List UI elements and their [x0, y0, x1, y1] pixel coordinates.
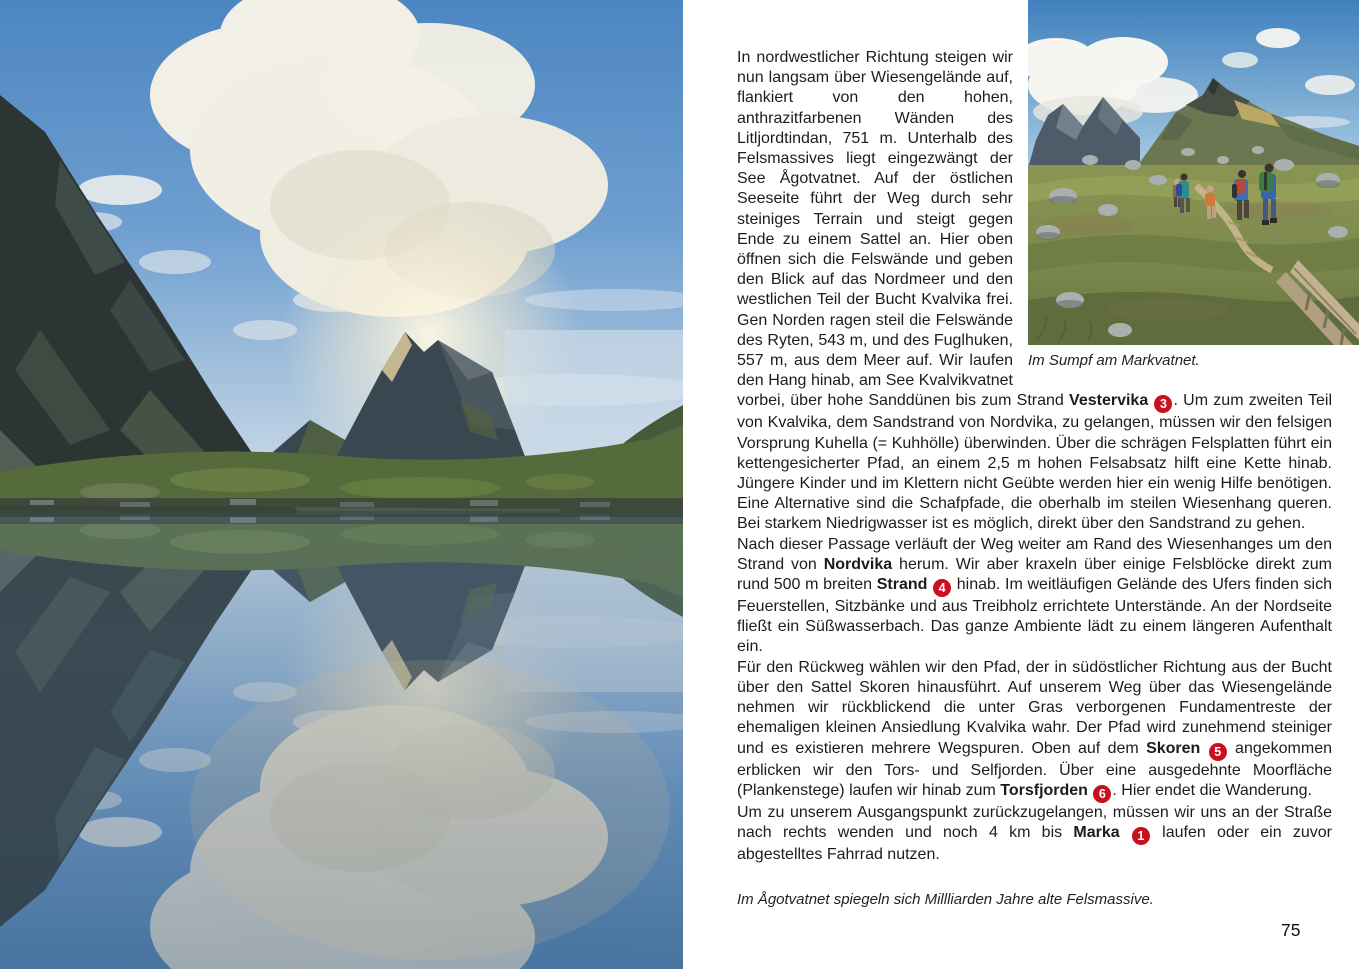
waypoint-badge: 4 [933, 579, 951, 597]
body-text: hinab. Im weitläufigen Gelände des Ufers finden sich Feuerstellen, Sitzbänke und aus Treibholz errichtete Unterstände. An der Nordseite fließt ein Süßwasserbach. Das ganze Ambiente lädt zu einem längeren Aufenthalt ein. [737, 576, 1332, 656]
body-text: In nordwestlicher Richtung steigen wir nun langsam über Wiesengelände auf, flankiert von den hohen, anthrazitfarbenen Wänden des Litljordtindan, 751 m. Unterhalb des Felsmassives liegt eingezwängt der See Ågotvatnet. Auf der östlichen Seeseite führt der Weg durch sehr steiniges Terrain und steigt gegen Ende zu einem Sattel an. Hier oben öffnen sich die Felswände und geben den Blick auf das Nordmeer und den westlichen Teil der Bucht Kvalvika frei. Gen Norden ragen steil die Felswände des Ryten, 543 m, und des Fuglhuken, 557 m, aus dem Meer auf. Wir laufen den Hang hinab, am See Kvalvikvatnet vorbei, über hohe Sanddünen bis zum Strand [737, 49, 1070, 410]
paragraph [737, 803, 1332, 865]
paragraph [737, 658, 1332, 803]
top-photo-figure [1028, 0, 1359, 370]
bottom-photo-caption: Im Ågotvatnet spiegeln sich Millliarden Jahre alte Felsmassive. [737, 891, 1154, 908]
top-photo-caption: Im Sumpf am Markvatnet. [1028, 352, 1200, 369]
waypoint-badge: 6 [1093, 785, 1111, 803]
body-text: herum. Wir aber kraxeln über einige Felsblöcke direkt zum rund 500 m breiten [737, 555, 1333, 594]
body-text [927, 576, 932, 593]
waypoint-badge: 3 [1154, 395, 1172, 413]
body-text [1200, 740, 1207, 757]
body-text: angekommen erblicken wir den Tors- und Selfjorden. Über eine ausgedehnte Moorfläche (Plankenstege) laufen wir hinab zum [737, 739, 1332, 799]
markvatnet-hikers-photo [1028, 0, 1359, 345]
body-text: Für den Rückweg wählen wir den Pfad, der in südöstlicher Richtung aus der Bucht über den Sattel Skoren hinausführt. Auf unserem Weg über das Wiesengelände nehmen wir rückblickend die unter Gras verborgenen Fundamentreste der ehemaligen kleinen Ansiedlung Kvalvika wahr. Der Pfad wird zunehmend steiniger und es existieren mehrere Wegspuren. Oben auf dem [737, 658, 1332, 757]
place-name: Strand [876, 576, 928, 594]
place-name: Torsfjorden [1000, 781, 1088, 799]
body-text: Nach dieser Passage verläuft der Weg weiter am Rand des Wiesenhanges um den Strand von [737, 535, 1332, 573]
waypoint-badge: 5 [1209, 743, 1227, 761]
place-name: Nordvika [823, 555, 893, 573]
body-text: laufen oder ein zuvor abgestelltes Fahrrad nutzen. [737, 823, 1333, 863]
waypoint-badge: 1 [1132, 827, 1150, 845]
place-name: Skoren [1146, 739, 1201, 757]
body-text [1120, 824, 1131, 841]
body-text [1088, 782, 1092, 799]
paragraph [737, 535, 1332, 658]
article-text [737, 48, 1332, 865]
body-text: . Um zum zweiten Teil von Kvalvika, dem Sandstrand von Nordvika, zu gelangen, müssen wir den felsigen Vorsprung Kuhella (= Kuhhölle) überwinden. Über die schrägen Felsplatten führt ein kettengesicherter Pfad, an einem 2,5 m hohen Felsabsatz hilft eine Kette hinab. Jüngere Kinder und im Klettern nicht Geübte werden hier ein wenig Hilfe benötigen. Eine Alternative sind die Schafpfade, die oberhalb im steilen Wiesenhang queren. Bei starkem Niedrigwasser ist es möglich, direkt über den Sandstrand zu gehen. [737, 392, 1332, 533]
body-text [1148, 392, 1153, 409]
body-text: Um zu unserem Ausgangspunkt zurückzugelangen, müssen wir uns an der Straße nach rechts wenden und noch 4 km bis [737, 803, 1332, 841]
page-number: 75 [1281, 920, 1301, 940]
place-name: Vestervika [1069, 392, 1149, 410]
place-name: Marka [1073, 823, 1120, 841]
body-text: . Hier endet die Wanderung. [1112, 781, 1312, 799]
